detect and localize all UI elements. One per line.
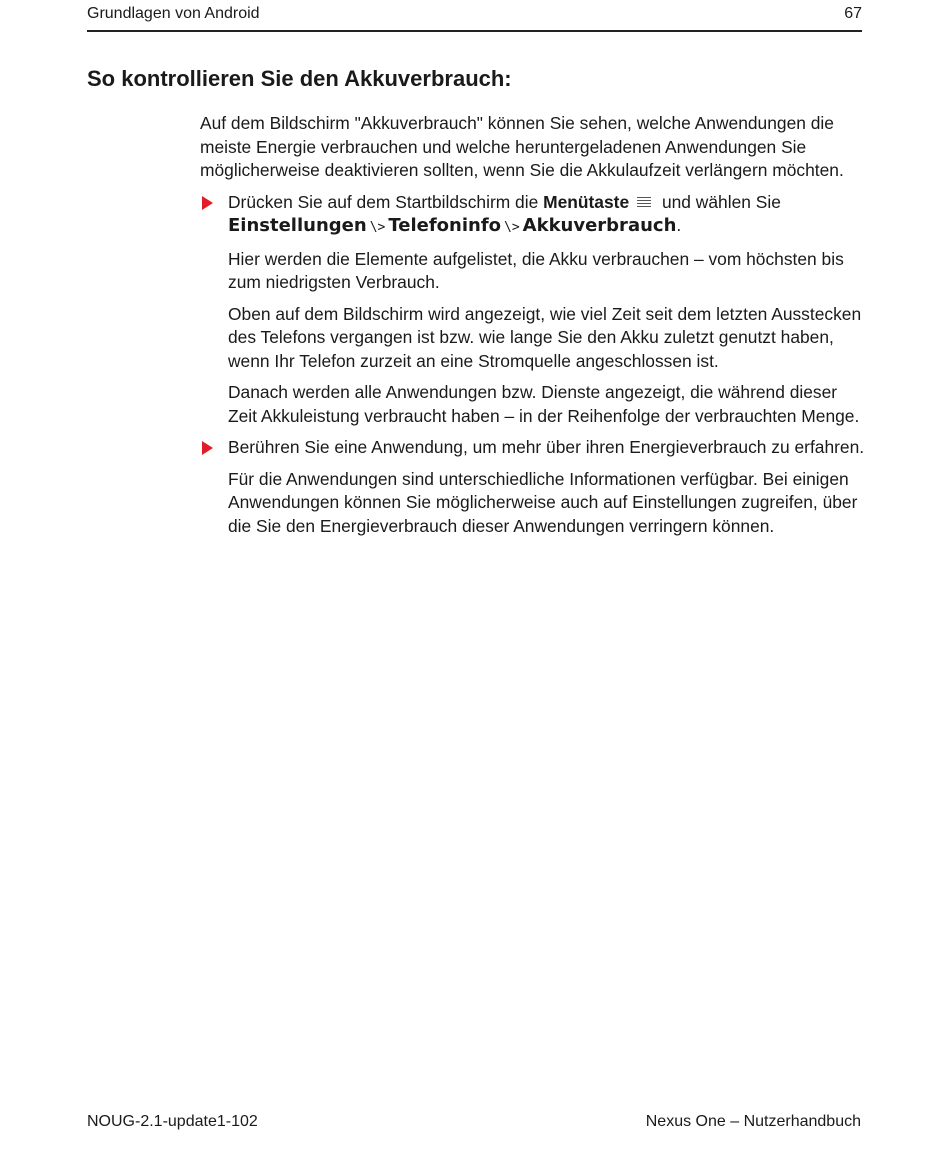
step-2 xyxy=(200,436,865,460)
page-title: So kontrollieren Sie den Akkuverbrauch: xyxy=(87,66,512,91)
main-content xyxy=(200,112,865,546)
footer-doc-id: NOUG-2.1-update1-102 xyxy=(87,1113,258,1130)
footer-doc-title: Nexus One – Nutzerhandbuch xyxy=(645,1113,861,1130)
step-2-text: Berühren Sie eine Anwendung, um mehr über ihren Energieverbrauch zu erfahren. xyxy=(228,437,865,457)
step-1-text-after: und wählen Sie xyxy=(657,191,781,212)
bullet-arrow-icon xyxy=(202,196,213,210)
intro-paragraph: Auf dem Bildschirm "Akkuverbrauch" können Sie sehen, welche Anwendungen die meiste Energie verbrauchen und welche heruntergeladenen Anwendungen Sie möglicherweise deaktivieren sollten, wenn Sie die Akkulaufzeit verlängern möchten. xyxy=(200,113,844,180)
step-1-paragraph: Oben auf dem Bildschirm wird angezeigt, wie viel Zeit seit dem letzten Ausstecken des Telefons vergangen ist bzw. wie lange Sie den Akku zuletzt genutzt haben, wenn Ihr Telefon zurzeit an eine Stromquelle angeschlossen ist. xyxy=(228,303,862,371)
step-2-paragraph: Für die Anwendungen sind unterschiedliche Informationen verfügbar. Bei einigen Anwendungen können Sie möglicherweise auch auf Einstellungen zugreifen, über die Sie den Energieverbrauch dieser Anwendungen verringern können. xyxy=(228,468,858,536)
step-1-text-before: Drücken Sie auf dem Startbildschirm die xyxy=(228,191,544,212)
path-separator-1: \> xyxy=(369,220,386,235)
menu-key-label: Menütaste xyxy=(543,191,630,212)
step-1-paragraph: Danach werden alle Anwendungen bzw. Dienste angezeigt, die während dieser Zeit Akkuleistung verbraucht haben – in der Reihenfolge der verbrauchten Menge. xyxy=(228,382,860,426)
section-title: Grundlagen von Android xyxy=(87,5,260,22)
menu-icon xyxy=(637,197,651,209)
step-1 xyxy=(200,191,865,240)
path-settings: Einstellungen xyxy=(228,215,367,236)
path-separator-2: \> xyxy=(504,220,520,235)
step-1-paragraph: Hier werden die Elemente aufgelistet, die Akku verbrauchen – vom höchsten bis zum niedrigsten Verbrauch. xyxy=(228,248,844,292)
bullet-arrow-icon xyxy=(202,441,213,455)
page-number: 67 xyxy=(844,5,862,22)
path-phone-info: Telefoninfo xyxy=(388,215,502,236)
path-battery-usage: Akkuverbrauch xyxy=(522,215,677,236)
page-header xyxy=(87,4,862,32)
path-end: . xyxy=(676,215,682,235)
